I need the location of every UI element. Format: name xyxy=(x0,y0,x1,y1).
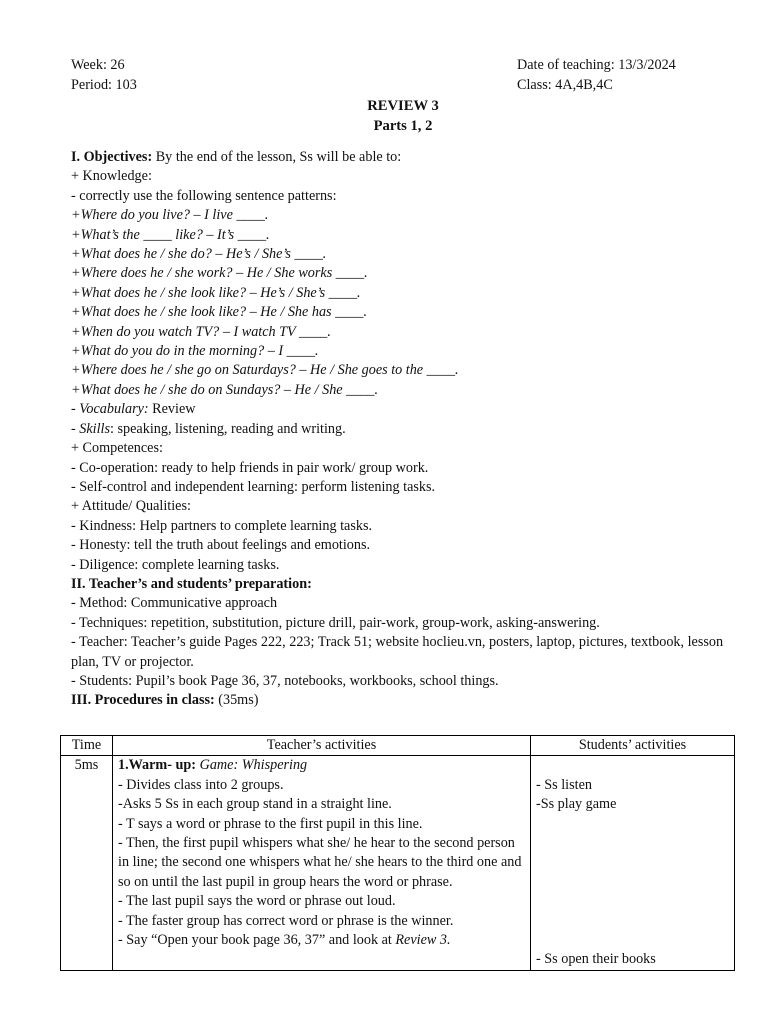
pattern-item: +What does he / she look like? – He / She has ____. xyxy=(71,304,368,321)
page-subtitle: Parts 1, 2 xyxy=(373,118,433,134)
teacher-step: - The last pupil says the word or phrase out loud. xyxy=(118,893,396,910)
preparation-heading: II. Teacher’s and students’ preparation: xyxy=(71,575,312,592)
objectives-intro: I. Objectives: By the end of the lesson, Ss will be able to: xyxy=(71,149,402,165)
week-label: Week: 26 xyxy=(71,57,125,73)
page-title: REVIEW 3 xyxy=(367,98,439,114)
teacher-column-header: Teacher’s activities xyxy=(113,736,531,756)
student-step: - Ss open their books xyxy=(536,951,656,968)
time-cell: 5ms xyxy=(61,756,113,970)
knowledge-label: + Knowledge: xyxy=(71,168,152,185)
date-label: Date of teaching: 13/3/2024 xyxy=(517,57,676,73)
students-activities-cell xyxy=(531,756,735,970)
attitude-label: + Attitude/ Qualities: xyxy=(71,498,191,515)
pattern-item: +What do you do in the morning? – I ____. xyxy=(71,343,319,360)
student-step: - Ss listen xyxy=(536,776,592,793)
students-materials-line: - Students: Pupil’s book Page 36, 37, notebooks, workbooks, school things. xyxy=(71,672,499,689)
vocabulary-line: - Vocabulary: Review xyxy=(71,401,196,418)
time-column-header: Time xyxy=(61,736,113,756)
table-header-row xyxy=(61,736,735,756)
lesson-plan-page xyxy=(71,56,735,711)
objectives-heading: I. Objectives: xyxy=(71,149,153,165)
students-column-header: Students’ activities xyxy=(531,736,735,756)
kindness-line: - Kindness: Help partners to complete learning tasks. xyxy=(71,517,373,534)
pattern-item: +What does he / she do on Sundays? – He / She ____. xyxy=(71,381,379,398)
skills-line: - Skills: speaking, listening, reading and writing. xyxy=(71,420,346,437)
document-header xyxy=(71,56,735,96)
diligence-line: - Diligence: complete learning tasks. xyxy=(71,556,280,573)
pattern-item: +Where does he / she go on Saturdays? – He / She goes to the ____. xyxy=(71,362,459,379)
method-line: - Method: Communicative approach xyxy=(71,595,278,612)
techniques-line: - Techniques: repetition, substitution, picture drill, pair-work, group-work, asking-answering. xyxy=(71,614,600,631)
teacher-activities-cell xyxy=(113,756,531,970)
teacher-step: - The faster group has correct word or phrase is the winner. xyxy=(118,912,454,929)
table-row xyxy=(61,756,735,970)
teacher-materials-line: - Teacher: Teacher’s guide Pages 222, 223; Track 51; website hoclieu.vn, posters, laptop, pictures, textbook, lesson plan, TV or projector. xyxy=(71,634,724,670)
pattern-item: +What’s the ____ like? – It’s ____. xyxy=(71,226,270,243)
teacher-step: - Then, the first pupil whispers what she/ he hear to the second person in line; the second one whispers what he/ she hears to the third one and so on until the last pupil in group hears the word or phrase. xyxy=(118,835,522,890)
procedures-table xyxy=(60,735,735,971)
procedures-heading: III. Procedures in class: (35ms) xyxy=(71,692,259,709)
period-label: Period: 103 xyxy=(71,76,137,93)
pattern-item: +What does he / she do? – He’s / She’s ____. xyxy=(71,246,327,263)
honesty-line: - Honesty: tell the truth about feelings and emotions. xyxy=(71,537,371,554)
teacher-step: -Asks 5 Ss in each group stand in a straight line. xyxy=(118,796,392,813)
warmup-title: 1.Warm- up: Game: Whispering xyxy=(118,757,308,774)
teacher-step: - Divides class into 2 groups. xyxy=(118,776,284,793)
pattern-item: +What does he / she look like? – He’s / She’s ____. xyxy=(71,284,361,301)
patterns-intro: - correctly use the following sentence patterns: xyxy=(71,187,337,204)
class-label: Class: 4A,4B,4C xyxy=(517,76,613,93)
competences-label: + Competences: xyxy=(71,440,163,457)
student-step: -Ss play game xyxy=(536,796,617,813)
cooperation-line: - Co-operation: ready to help friends in pair work/ group work. xyxy=(71,459,429,476)
selfcontrol-line: - Self-control and independent learning: perform listening tasks. xyxy=(71,478,436,495)
pattern-item: +When do you watch TV? – I watch TV ____. xyxy=(71,323,331,340)
teacher-step: - T says a word or phrase to the first pupil in this line. xyxy=(118,815,423,832)
teacher-step: - Say “Open your book page 36, 37” and look at Review 3. xyxy=(118,932,451,949)
pattern-item: +Where do you live? – I live ____. xyxy=(71,207,269,224)
pattern-item: +Where does he / she work? – He / She works ____. xyxy=(71,265,368,282)
